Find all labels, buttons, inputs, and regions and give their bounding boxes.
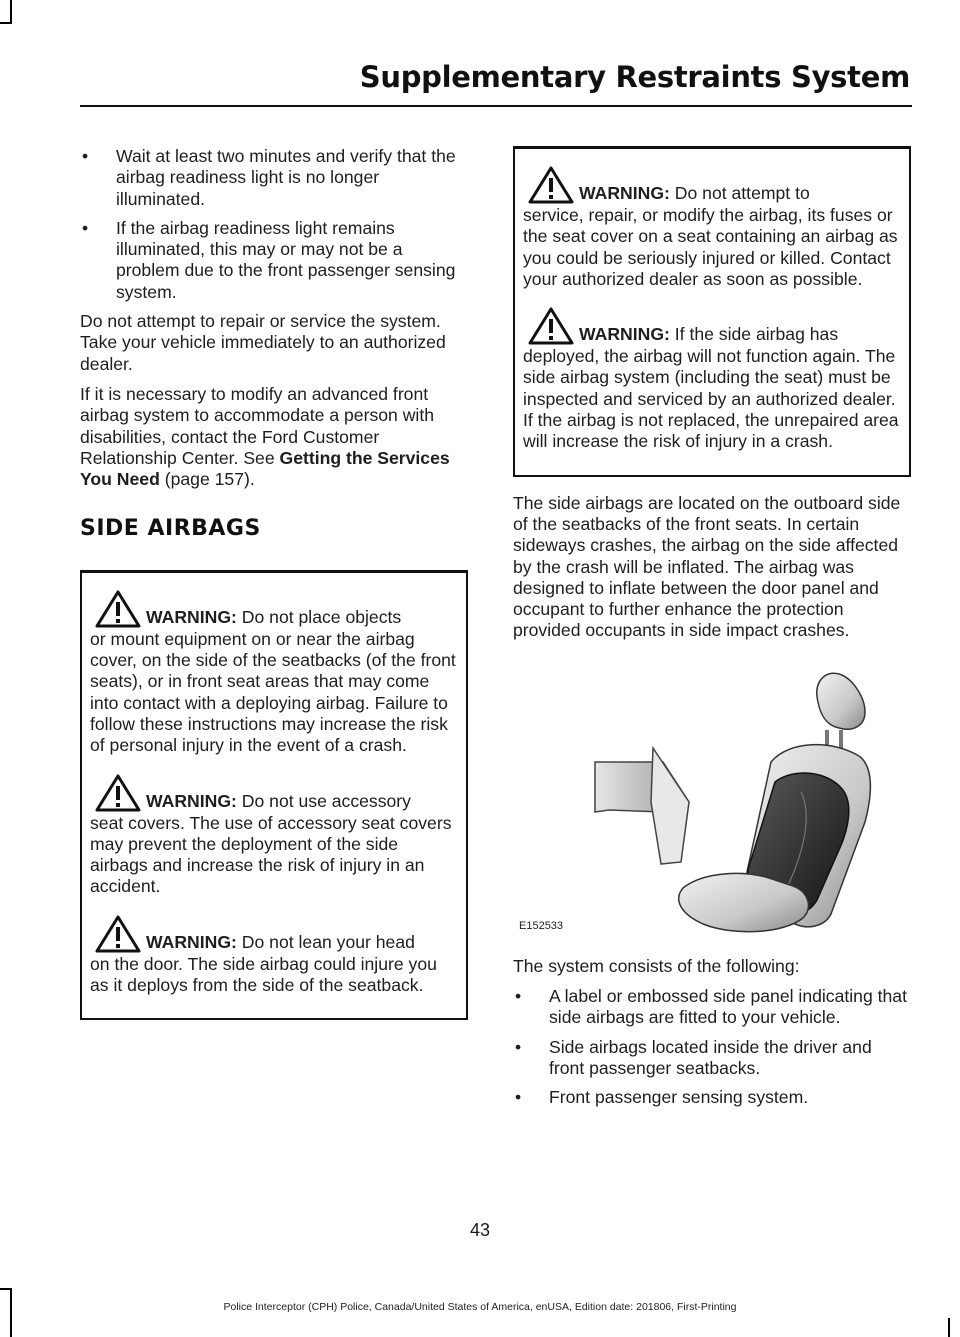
warning-triangle-icon xyxy=(527,306,575,351)
list-item xyxy=(513,1037,911,1080)
warning-triangle-icon xyxy=(527,165,575,210)
page-reference: (page 157). xyxy=(164,469,255,490)
list-item xyxy=(80,218,468,303)
list-item-text: If the airbag readiness light remains illuminated, this may or may not be a problem due to the front passenger sensing system. xyxy=(116,217,456,302)
warning-item xyxy=(90,589,460,757)
figure-code: E152533 xyxy=(519,920,564,933)
crop-mark xyxy=(0,1288,12,1290)
crop-mark xyxy=(0,22,12,24)
bullet-glyph: • xyxy=(82,217,89,238)
warning-triangle-icon xyxy=(94,914,142,959)
warning-text: service, repair, or modify the airbag, its fuses or the seat cover on a seat containing an airbag as you could be seriously injured or killed. Contact your authorized dealer as soon as possible. xyxy=(523,205,898,289)
warning-item xyxy=(90,773,460,898)
warning-triangle-icon xyxy=(94,589,142,634)
warning-item xyxy=(523,306,903,452)
header-rule xyxy=(80,105,912,107)
warning-text: Do not use accessory xyxy=(241,790,411,811)
warning-triangle-icon xyxy=(94,773,142,818)
warning-text: or mount equipment on or near the airbag cover, on the side of the seatbacks (of the front seats), or in front seat areas that may come into contact with a deploying airbag. Failure to follow these instructions may increase the risk of personal injury in the event of a crash. xyxy=(90,628,456,756)
bullet-glyph: • xyxy=(515,1087,522,1108)
warning-text: seat covers. The use of accessory seat covers may prevent the deployment of the side airbags and increase the risk of injury in an accident. xyxy=(90,812,452,897)
bullet-glyph: • xyxy=(515,986,522,1007)
warning-label: WARNING: xyxy=(146,790,237,811)
warning-label: WARNING: xyxy=(579,183,670,203)
paragraph: The system consists of the following: xyxy=(513,955,800,976)
warning-text: Do not attempt to xyxy=(674,183,810,203)
list-item-text: Front passenger sensing system. xyxy=(549,1087,809,1108)
crop-mark xyxy=(948,1318,950,1337)
warning-text: If the side airbag has xyxy=(674,324,839,345)
seat-airbag-icon xyxy=(513,652,911,942)
list-item-text: A label or embossed side panel indicating that side airbags are fitted to your vehicle. xyxy=(549,986,907,1028)
warning-item xyxy=(523,165,903,290)
page-title: Supplementary Restraints System xyxy=(359,60,910,94)
warning-label: WARNING: xyxy=(146,931,237,952)
paragraph: The side airbags are located on the outboard side of the seatbacks of the front seats. In certain sideways crashes, the airbag on the side affected by the crash will be inflated. The airbag was designed to inflate between the door panel and occupant to further enhance the protection provided occupants in side impact crashes. xyxy=(513,492,901,641)
warning-item xyxy=(90,914,460,997)
bullet-glyph: • xyxy=(515,1036,522,1057)
warning-text: on the door. The side airbag could injure you as it deploys from the side of the seatback. xyxy=(90,953,437,996)
paragraph xyxy=(80,384,468,490)
crop-mark xyxy=(10,0,12,24)
warning-label: WARNING: xyxy=(146,606,237,627)
bullet-glyph: • xyxy=(82,146,89,166)
warning-text: Do not lean your head xyxy=(241,931,415,952)
paragraph-text: If it is necessary to modify an advanced front airbag system to accommodate a person with disabilities, contact the Ford Customer Relationship Center. See xyxy=(80,383,434,468)
left-column xyxy=(80,146,468,1020)
page-footer: Police Interceptor (CPH) Police, Canada/United States of America, enUSA, Edition date: 201806, First-Printing xyxy=(223,1301,737,1313)
paragraph: Do not attempt to repair or service the system. Take your vehicle immediately to an authorized dealer. xyxy=(80,311,446,374)
warning-box xyxy=(80,570,468,1021)
warning-label: WARNING: xyxy=(579,324,670,345)
warning-text: Do not place objects xyxy=(241,606,402,627)
list-item xyxy=(513,986,911,1029)
list-item-text: Side airbags located inside the driver and front passenger seatbacks. xyxy=(549,1036,872,1078)
right-column xyxy=(513,146,911,1117)
list-item xyxy=(513,1087,911,1108)
page-number: 43 xyxy=(469,1220,491,1240)
warning-text: deployed, the airbag will not function again. The side airbag system (including the seat) must be inspected and serviced by an authorized dealer. If the airbag is not replaced, the unrepaired area will increase the risk of injury in a crash. xyxy=(523,346,899,452)
seat-airbag-illustration xyxy=(513,652,911,942)
warning-box xyxy=(513,146,911,477)
list-item-text: Wait at least two minutes and verify that the airbag readiness light is no longer illuminated. xyxy=(116,146,456,209)
cross-reference-link[interactable]: Getting the Services You Need xyxy=(80,447,450,490)
section-heading: SIDE AIRBAGS xyxy=(80,516,261,542)
list-item xyxy=(80,146,468,210)
